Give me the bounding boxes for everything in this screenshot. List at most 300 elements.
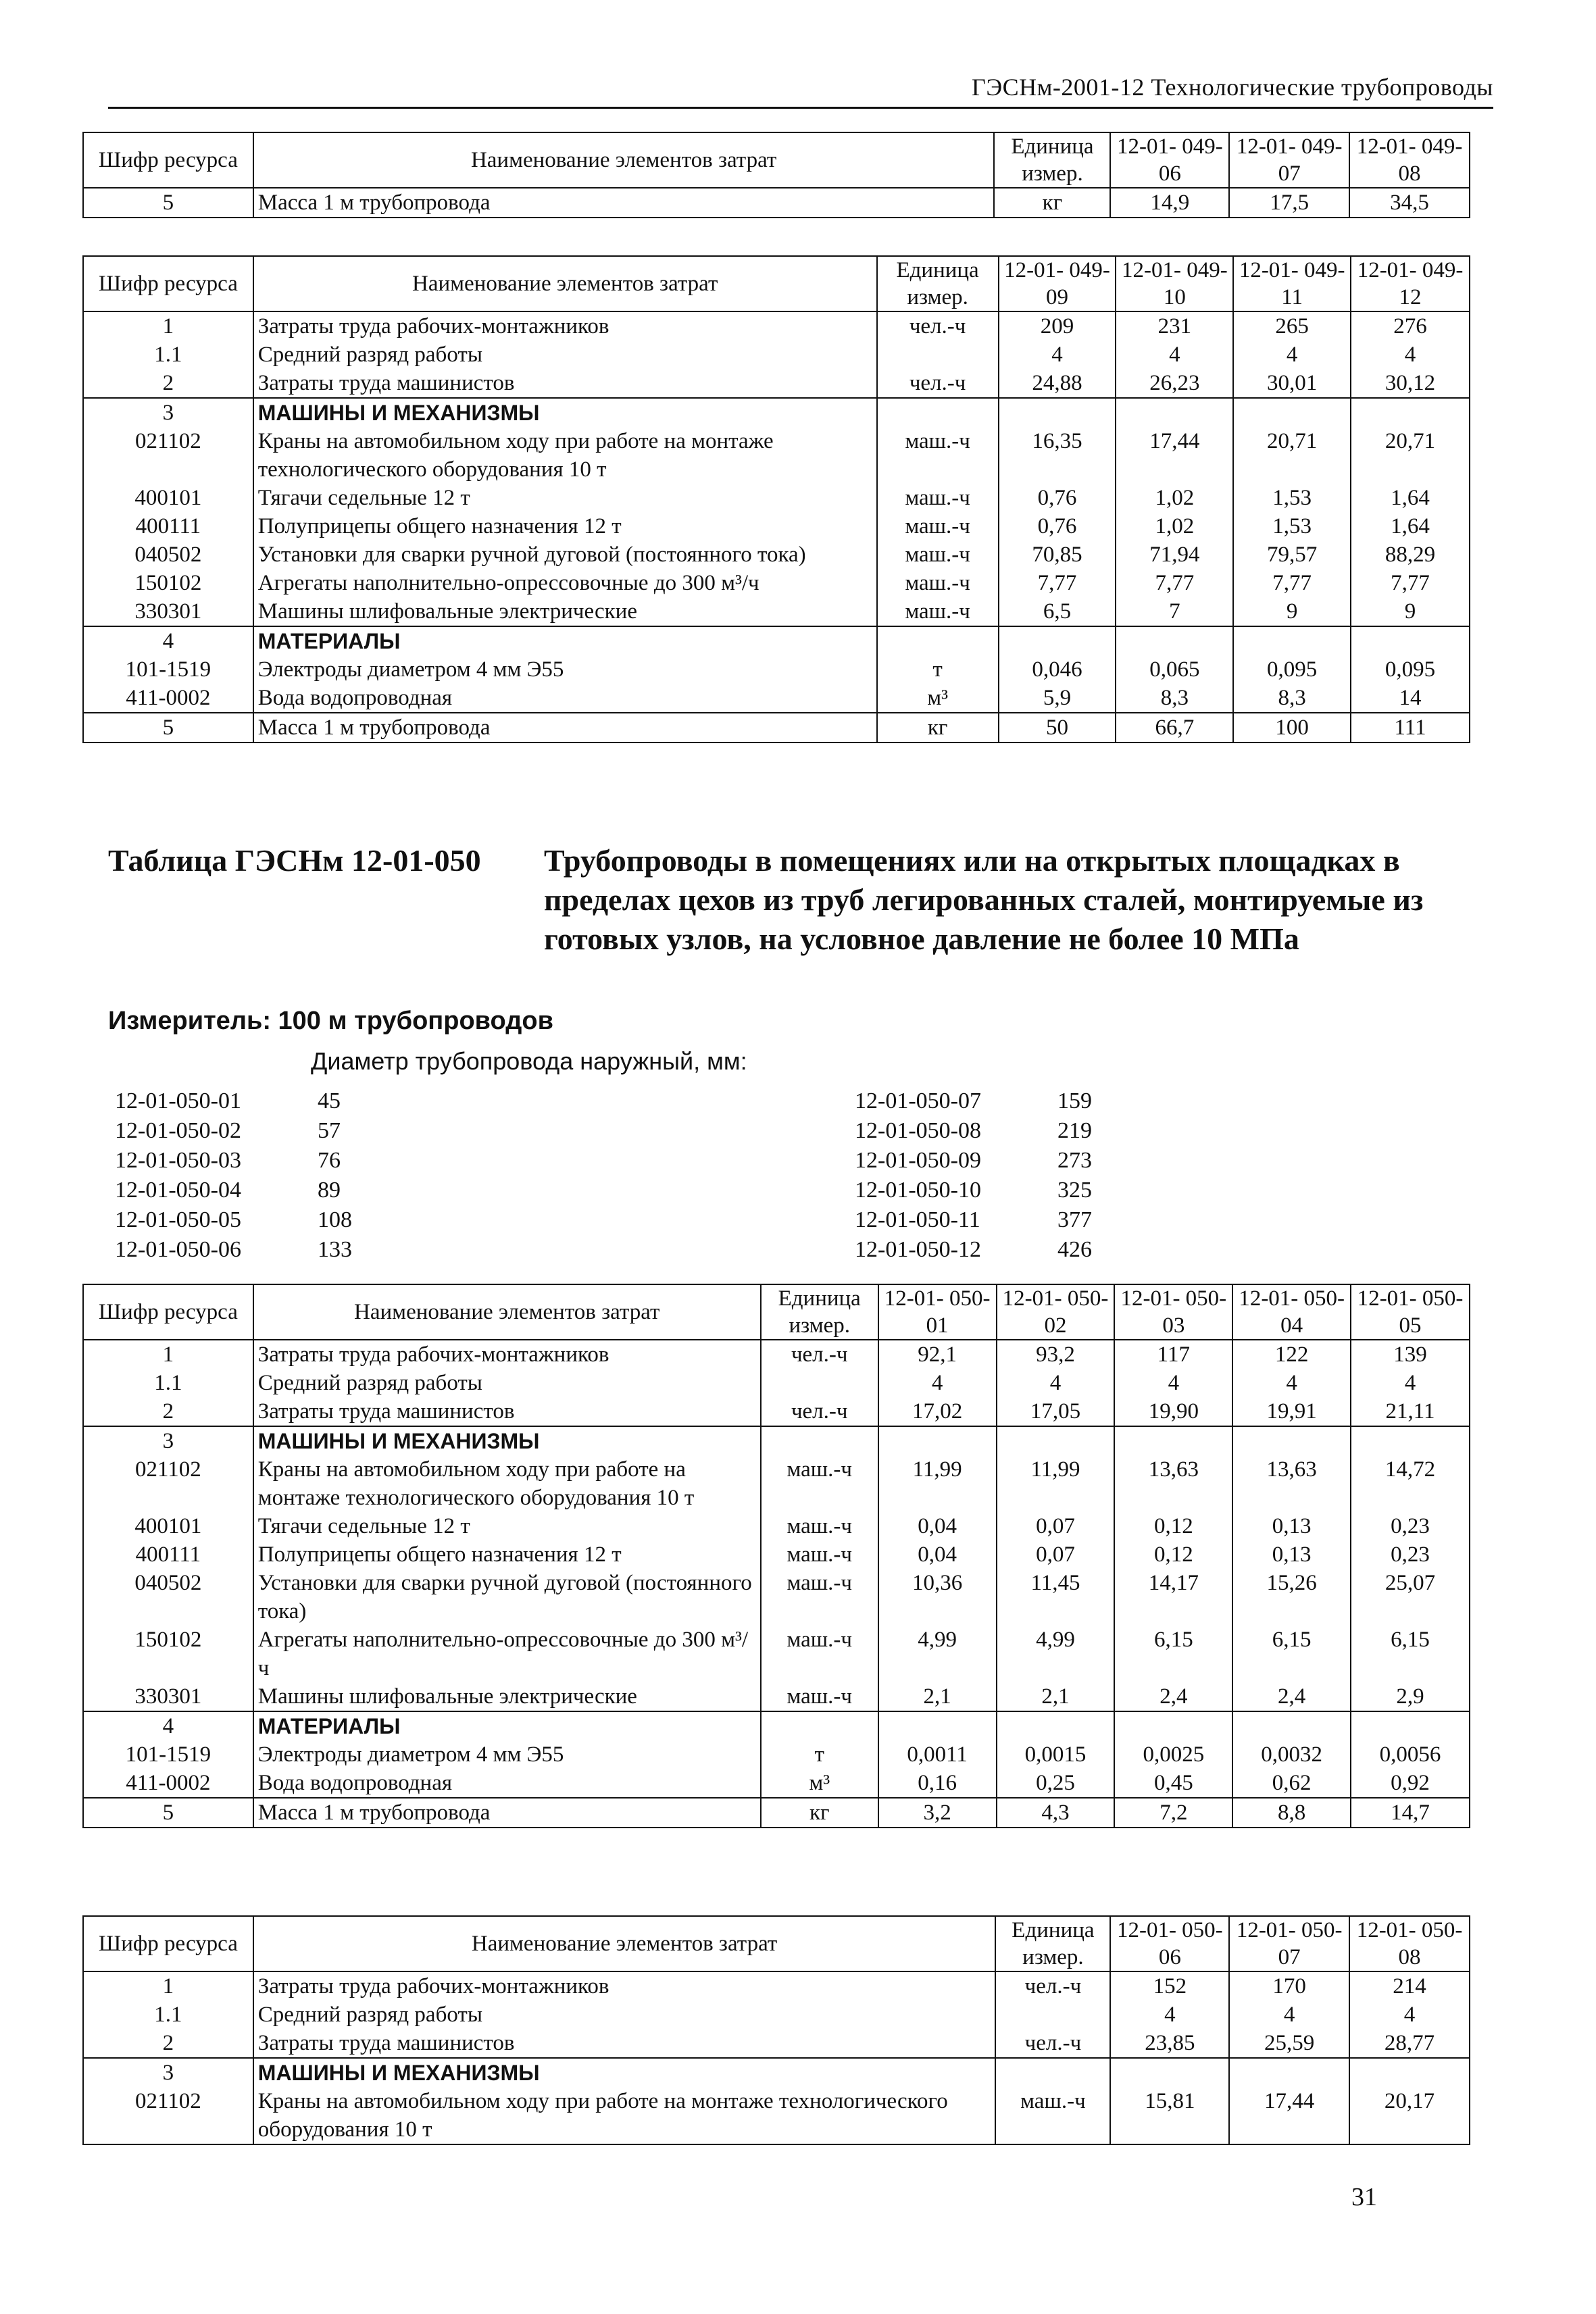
norm-value: 16,35 — [999, 427, 1116, 484]
norm-value: 93,2 — [997, 1340, 1115, 1369]
norm-value: 0,12 — [1114, 1540, 1232, 1569]
norm-value: 21,11 — [1351, 1397, 1470, 1426]
resource-code: 021102 — [83, 427, 253, 484]
norm-value: 13,63 — [1232, 1455, 1351, 1512]
table-row — [83, 2001, 1470, 2029]
header-norm-code: 12-01- 049-06 — [1110, 132, 1229, 188]
norm-value: 4 — [1351, 341, 1470, 369]
header-norm-code: 12-01- 049-11 — [1233, 256, 1351, 311]
norm-value — [999, 626, 1116, 655]
resource-code: 2 — [83, 1397, 253, 1426]
norm-value: 71,94 — [1116, 540, 1233, 569]
norm-value: 4,3 — [997, 1798, 1115, 1828]
table-row — [83, 597, 1470, 626]
norm-value: 19,91 — [1232, 1397, 1351, 1426]
unit-of-measure: маш.-ч — [761, 1682, 878, 1711]
unit-of-measure: чел.-ч — [877, 311, 999, 341]
norm-value — [1351, 1711, 1470, 1740]
header-norm-code: 12-01- 049-07 — [1229, 132, 1349, 188]
resource-code: 1.1 — [83, 1369, 253, 1397]
header-unit: Единица измер. — [994, 132, 1110, 188]
unit-of-measure: чел.-ч — [761, 1340, 878, 1369]
norm-value: 1,64 — [1351, 512, 1470, 540]
table-row — [83, 684, 1470, 713]
norm-value: 25,59 — [1229, 2029, 1349, 2058]
diameter-value: 325 — [1057, 1178, 1092, 1203]
table-row — [83, 1369, 1470, 1397]
unit-of-measure: чел.-ч — [995, 2029, 1110, 2058]
norm-value — [997, 1426, 1115, 1455]
norm-value — [1114, 1426, 1232, 1455]
norm-value: 92,1 — [878, 1340, 997, 1369]
norm-value: 9 — [1351, 597, 1470, 626]
norm-value: 11,45 — [997, 1569, 1115, 1626]
norm-value: 19,90 — [1114, 1397, 1232, 1426]
norm-value: 20,71 — [1351, 427, 1470, 484]
norm-value: 1,64 — [1351, 484, 1470, 512]
section-title: МАШИНЫ И МЕХАНИЗМЫ — [253, 2058, 996, 2087]
table-row — [83, 2087, 1470, 2144]
norm-value: 0,095 — [1233, 655, 1351, 684]
norm-value: 0,0015 — [997, 1740, 1115, 1769]
header-norm-code: 12-01- 050-08 — [1349, 1916, 1470, 1971]
norm-code: 12-01-050-09 — [855, 1148, 981, 1173]
norm-value: 0,07 — [997, 1540, 1115, 1569]
norm-value — [1351, 398, 1470, 427]
resource-code: 400101 — [83, 484, 253, 512]
diameter-row — [855, 1116, 1139, 1146]
resource-code: 021102 — [83, 2087, 253, 2144]
norm-value — [1233, 398, 1351, 427]
header-unit: Единица измер. — [761, 1284, 878, 1340]
unit-of-measure — [877, 341, 999, 369]
norm-code: 12-01-050-05 — [115, 1207, 241, 1232]
norm-value: 17,5 — [1229, 188, 1349, 218]
table-row — [83, 1971, 1470, 2001]
cost-element-name: Масса 1 м трубопровода — [253, 1798, 761, 1828]
cost-element-name: Затраты труда машинистов — [253, 369, 877, 398]
unit-of-measure: маш.-ч — [761, 1455, 878, 1512]
norm-value: 88,29 — [1351, 540, 1470, 569]
norm-value: 0,0056 — [1351, 1740, 1470, 1769]
norm-value: 7,77 — [1116, 569, 1233, 597]
resource-code: 101-1519 — [83, 655, 253, 684]
norm-value: 8,3 — [1116, 684, 1233, 713]
norm-value: 276 — [1351, 311, 1470, 341]
table-row — [83, 1426, 1470, 1455]
header-norm-code: 12-01- 050-03 — [1114, 1284, 1232, 1340]
cost-element-name: Краны на автомобильном ходу при работе на монтаже технологического оборудования 10 т — [253, 427, 877, 484]
table-row — [83, 655, 1470, 684]
diameter-row — [115, 1176, 399, 1205]
table-row — [83, 540, 1470, 569]
norm-value: 70,85 — [999, 540, 1116, 569]
cost-element-name: Машины шлифовальные электрические — [253, 597, 877, 626]
cost-element-name: Вода водопроводная — [253, 1769, 761, 1798]
norm-value: 139 — [1351, 1340, 1470, 1369]
norm-value: 4 — [1116, 341, 1233, 369]
running-header: ГЭСНм-2001-12 Технологические трубопроводы — [972, 74, 1493, 101]
diameter-title: Диаметр трубопровода наружный, мм: — [311, 1047, 747, 1075]
norm-code: 12-01-050-04 — [115, 1178, 241, 1203]
measure-unit: Измеритель: 100 м трубопроводов — [108, 1007, 553, 1035]
unit-of-measure — [995, 2058, 1110, 2087]
table-row — [83, 1769, 1470, 1798]
diameter-row — [115, 1205, 399, 1235]
norm-value: 170 — [1229, 1971, 1349, 2001]
resource-code: 5 — [83, 188, 253, 218]
diameter-value: 89 — [318, 1178, 341, 1203]
norm-value: 0,16 — [878, 1769, 997, 1798]
cost-element-name: Установки для сварки ручной дуговой (постоянного тока) — [253, 540, 877, 569]
norm-value: 0,76 — [999, 484, 1116, 512]
norm-value: 2,9 — [1351, 1682, 1470, 1711]
unit-of-measure — [761, 1426, 878, 1455]
norm-value: 111 — [1351, 713, 1470, 743]
header-resource-code: Шифр ресурса — [83, 1916, 253, 1971]
table-title: Трубопроводы в помещениях или на открытых площадках в пределах цехов из труб легированных сталей, монтируемые из готовых узлов, на условное давление не более 10 МПа — [544, 843, 1424, 956]
norm-value: 4 — [999, 341, 1116, 369]
diameter-row — [855, 1086, 1139, 1116]
header-cost-element: Наименование элементов затрат — [253, 256, 877, 311]
norm-value: 2,1 — [997, 1682, 1115, 1711]
norm-value: 0,0032 — [1232, 1740, 1351, 1769]
unit-of-measure: кг — [761, 1798, 878, 1828]
norm-value: 14,7 — [1351, 1798, 1470, 1828]
cost-element-name: Масса 1 м трубопровода — [253, 713, 877, 743]
unit-of-measure — [995, 2001, 1110, 2029]
norm-value: 265 — [1233, 311, 1351, 341]
header-resource-code: Шифр ресурса — [83, 1284, 253, 1340]
norm-value: 231 — [1116, 311, 1233, 341]
header-unit: Единица измер. — [995, 1916, 1110, 1971]
norm-value: 2,4 — [1232, 1682, 1351, 1711]
unit-of-measure: маш.-ч — [877, 512, 999, 540]
cost-element-name: Масса 1 м трубопровода — [253, 188, 995, 218]
norm-value: 6,5 — [999, 597, 1116, 626]
norm-value: 0,45 — [1114, 1769, 1232, 1798]
norm-value: 50 — [999, 713, 1116, 743]
norm-value: 4 — [1110, 2001, 1229, 2029]
header-norm-code: 12-01- 049-12 — [1351, 256, 1470, 311]
norm-value — [878, 1426, 997, 1455]
resource-table-050-01-05 — [82, 1284, 1470, 1828]
norm-value — [1114, 1711, 1232, 1740]
diameter-value: 45 — [318, 1088, 341, 1113]
norm-value: 0,0025 — [1114, 1740, 1232, 1769]
table-row — [83, 1340, 1470, 1369]
norm-value: 214 — [1349, 1971, 1470, 2001]
diameter-row — [115, 1146, 399, 1176]
norm-value: 25,07 — [1351, 1569, 1470, 1626]
resource-code: 4 — [83, 1711, 253, 1740]
norm-value: 0,065 — [1116, 655, 1233, 684]
norm-value: 17,05 — [997, 1397, 1115, 1426]
table-row — [83, 1798, 1470, 1828]
norm-value: 0,07 — [997, 1512, 1115, 1540]
cost-element-name: Затраты труда рабочих-монтажников — [253, 311, 877, 341]
norm-value: 0,92 — [1351, 1769, 1470, 1798]
norm-value: 24,88 — [999, 369, 1116, 398]
diameter-row — [855, 1146, 1139, 1176]
table-row — [83, 1711, 1470, 1740]
resource-code: 411-0002 — [83, 1769, 253, 1798]
table-row — [83, 1740, 1470, 1769]
unit-of-measure: маш.-ч — [877, 540, 999, 569]
norm-value: 79,57 — [1233, 540, 1351, 569]
norm-value: 122 — [1232, 1340, 1351, 1369]
table-row — [83, 341, 1470, 369]
norm-value: 15,81 — [1110, 2087, 1229, 2144]
resource-code: 400101 — [83, 1512, 253, 1540]
norm-value: 2,1 — [878, 1682, 997, 1711]
norm-value — [878, 1711, 997, 1740]
unit-of-measure: чел.-ч — [877, 369, 999, 398]
cost-element-name: Установки для сварки ручной дуговой (постоянного тока) — [253, 1569, 761, 1626]
norm-value — [999, 398, 1116, 427]
norm-value: 4 — [1232, 1369, 1351, 1397]
table-header-row — [83, 132, 1470, 188]
norm-value: 209 — [999, 311, 1116, 341]
resource-code: 040502 — [83, 1569, 253, 1626]
norm-value — [1110, 2058, 1229, 2087]
norm-value: 9 — [1233, 597, 1351, 626]
resource-code: 021102 — [83, 1455, 253, 1512]
unit-of-measure: чел.-ч — [995, 1971, 1110, 2001]
header-cost-element: Наименование элементов затрат — [253, 1284, 761, 1340]
unit-of-measure: маш.-ч — [761, 1626, 878, 1682]
norm-code: 12-01-050-02 — [115, 1118, 241, 1143]
resource-table-050-06-08 — [82, 1915, 1470, 2145]
table-row — [83, 2029, 1470, 2058]
header-norm-code: 12-01- 049-09 — [999, 256, 1116, 311]
norm-value: 2,4 — [1114, 1682, 1232, 1711]
norm-value — [1232, 1426, 1351, 1455]
norm-value: 100 — [1233, 713, 1351, 743]
resource-code: 4 — [83, 626, 253, 655]
norm-value: 17,02 — [878, 1397, 997, 1426]
table-header-row — [83, 256, 1470, 311]
table-row — [83, 1540, 1470, 1569]
header-norm-code: 12-01- 050-04 — [1232, 1284, 1351, 1340]
resource-code: 1 — [83, 1971, 253, 2001]
norm-value: 6,15 — [1232, 1626, 1351, 1682]
norm-value: 7,77 — [1233, 569, 1351, 597]
header-rule — [108, 107, 1493, 109]
diameter-row — [115, 1116, 399, 1146]
norm-value: 0,095 — [1351, 655, 1470, 684]
norm-value: 7 — [1116, 597, 1233, 626]
table-row — [83, 369, 1470, 398]
cost-element-name: Затраты труда рабочих-монтажников — [253, 1340, 761, 1369]
diameter-value: 377 — [1057, 1207, 1092, 1232]
section-title: МАТЕРИАЛЫ — [253, 626, 877, 655]
diameter-value: 108 — [318, 1207, 352, 1232]
norm-value: 4 — [997, 1369, 1115, 1397]
table-header-row — [83, 1916, 1470, 1971]
header-norm-code: 12-01- 050-02 — [997, 1284, 1115, 1340]
diameter-value: 57 — [318, 1118, 341, 1143]
norm-value: 28,77 — [1349, 2029, 1470, 2058]
norm-value — [1351, 626, 1470, 655]
norm-value: 23,85 — [1110, 2029, 1229, 2058]
cost-element-name: Затраты труда машинистов — [253, 2029, 996, 2058]
table-row — [83, 1397, 1470, 1426]
norm-value: 1,53 — [1233, 484, 1351, 512]
norm-value: 1,02 — [1116, 484, 1233, 512]
diameter-list-right — [855, 1086, 1139, 1265]
norm-value: 30,01 — [1233, 369, 1351, 398]
cost-element-name: Вода водопроводная — [253, 684, 877, 713]
diameter-row — [855, 1205, 1139, 1235]
norm-value: 0,25 — [997, 1769, 1115, 1798]
diameter-value: 133 — [318, 1237, 352, 1262]
resource-code: 1 — [83, 311, 253, 341]
norm-value: 7,2 — [1114, 1798, 1232, 1828]
diameter-row — [855, 1235, 1139, 1265]
cost-element-name: Электроды диаметром 4 мм Э55 — [253, 1740, 761, 1769]
norm-value: 0,23 — [1351, 1512, 1470, 1540]
unit-of-measure: маш.-ч — [877, 427, 999, 484]
diameter-list-left — [115, 1086, 399, 1265]
norm-value: 0,62 — [1232, 1769, 1351, 1798]
resource-code: 1 — [83, 1340, 253, 1369]
unit-of-measure: маш.-ч — [761, 1569, 878, 1626]
norm-value: 0,046 — [999, 655, 1116, 684]
diameter-value: 273 — [1057, 1148, 1092, 1173]
norm-value: 0,04 — [878, 1540, 997, 1569]
norm-code: 12-01-050-01 — [115, 1088, 241, 1113]
cost-element-name: Средний разряд работы — [253, 341, 877, 369]
norm-value: 17,44 — [1116, 427, 1233, 484]
norm-value: 152 — [1110, 1971, 1229, 2001]
cost-element-name: Полуприцепы общего назначения 12 т — [253, 1540, 761, 1569]
resource-code: 101-1519 — [83, 1740, 253, 1769]
norm-value: 14,9 — [1110, 188, 1229, 218]
norm-code: 12-01-050-06 — [115, 1237, 241, 1262]
table-row — [83, 1682, 1470, 1711]
norm-value: 0,76 — [999, 512, 1116, 540]
resource-code: 3 — [83, 2058, 253, 2087]
norm-value: 3,2 — [878, 1798, 997, 1828]
norm-value — [1349, 2058, 1470, 2087]
norm-code: 12-01-050-03 — [115, 1148, 241, 1173]
norm-value: 14 — [1351, 684, 1470, 713]
resource-code: 330301 — [83, 1682, 253, 1711]
norm-value: 17,44 — [1229, 2087, 1349, 2144]
norm-value: 1,53 — [1233, 512, 1351, 540]
table-row — [83, 1455, 1470, 1512]
norm-value: 4,99 — [878, 1626, 997, 1682]
norm-value: 4 — [878, 1369, 997, 1397]
header-resource-code: Шифр ресурса — [83, 132, 253, 188]
unit-of-measure: маш.-ч — [761, 1512, 878, 1540]
unit-of-measure — [877, 626, 999, 655]
diameter-value: 76 — [318, 1148, 341, 1173]
diameter-row — [115, 1235, 399, 1265]
table-row — [83, 311, 1470, 341]
norm-code: 12-01-050-07 — [855, 1088, 981, 1113]
diameter-row — [855, 1176, 1139, 1205]
unit-of-measure: кг — [994, 188, 1110, 218]
cost-element-name: Затраты труда рабочих-монтажников — [253, 1971, 996, 2001]
norm-value: 7,77 — [1351, 569, 1470, 597]
unit-of-measure: т — [877, 655, 999, 684]
cost-element-name: Агрегаты наполнительно-опрессовочные до 300 м³/ч — [253, 1626, 761, 1682]
norm-value: 0,23 — [1351, 1540, 1470, 1569]
norm-value: 11,99 — [878, 1455, 997, 1512]
cost-element-name: Средний разряд работы — [253, 2001, 996, 2029]
resource-code: 150102 — [83, 569, 253, 597]
resource-code: 411-0002 — [83, 684, 253, 713]
norm-value — [1229, 2058, 1349, 2087]
table-number: Таблица ГЭСНм 12-01-050 — [108, 843, 481, 878]
norm-value: 15,26 — [1232, 1569, 1351, 1626]
header-norm-code: 12-01- 049-08 — [1349, 132, 1470, 188]
header-cost-element: Наименование элементов затрат — [253, 1916, 996, 1971]
norm-value — [1116, 626, 1233, 655]
unit-of-measure: м³ — [877, 684, 999, 713]
norm-value — [1232, 1711, 1351, 1740]
unit-of-measure: кг — [877, 713, 999, 743]
resource-code: 5 — [83, 713, 253, 743]
unit-of-measure: чел.-ч — [761, 1397, 878, 1426]
header-resource-code: Шифр ресурса — [83, 256, 253, 311]
norm-code: 12-01-050-10 — [855, 1178, 981, 1203]
norm-value: 14,72 — [1351, 1455, 1470, 1512]
norm-value — [997, 1711, 1115, 1740]
resource-code: 150102 — [83, 1626, 253, 1682]
resource-code: 400111 — [83, 1540, 253, 1569]
diameter-value: 426 — [1057, 1237, 1092, 1262]
norm-value: 4 — [1229, 2001, 1349, 2029]
norm-value: 5,9 — [999, 684, 1116, 713]
norm-value: 7,77 — [999, 569, 1116, 597]
cost-element-name: Тягачи седельные 12 т — [253, 1512, 761, 1540]
resource-code: 400111 — [83, 512, 253, 540]
table-row — [83, 1569, 1470, 1626]
table-row — [83, 2058, 1470, 2087]
resource-code: 1.1 — [83, 341, 253, 369]
norm-value: 14,17 — [1114, 1569, 1232, 1626]
resource-code: 2 — [83, 369, 253, 398]
cost-element-name: Затраты труда машинистов — [253, 1397, 761, 1426]
table-row — [83, 1512, 1470, 1540]
norm-value: 4 — [1233, 341, 1351, 369]
unit-of-measure: маш.-ч — [877, 484, 999, 512]
norm-value: 11,99 — [997, 1455, 1115, 1512]
norm-value: 66,7 — [1116, 713, 1233, 743]
resource-table-049-06-08 — [82, 132, 1470, 218]
cost-element-name: Агрегаты наполнительно-опрессовочные до 300 м³/ч — [253, 569, 877, 597]
table-row — [83, 484, 1470, 512]
norm-value — [1351, 1426, 1470, 1455]
resource-code: 3 — [83, 1426, 253, 1455]
section-title: МАШИНЫ И МЕХАНИЗМЫ — [253, 398, 877, 427]
unit-of-measure — [761, 1711, 878, 1740]
table-row — [83, 1626, 1470, 1682]
norm-value — [1233, 626, 1351, 655]
norm-value: 20,17 — [1349, 2087, 1470, 2144]
header-norm-code: 12-01- 050-05 — [1351, 1284, 1470, 1340]
header-norm-code: 12-01- 050-01 — [878, 1284, 997, 1340]
norm-value: 6,15 — [1114, 1626, 1232, 1682]
norm-value: 0,04 — [878, 1512, 997, 1540]
norm-value: 34,5 — [1349, 188, 1470, 218]
resource-code: 330301 — [83, 597, 253, 626]
section-title: МАШИНЫ И МЕХАНИЗМЫ — [253, 1426, 761, 1455]
norm-value: 20,71 — [1233, 427, 1351, 484]
